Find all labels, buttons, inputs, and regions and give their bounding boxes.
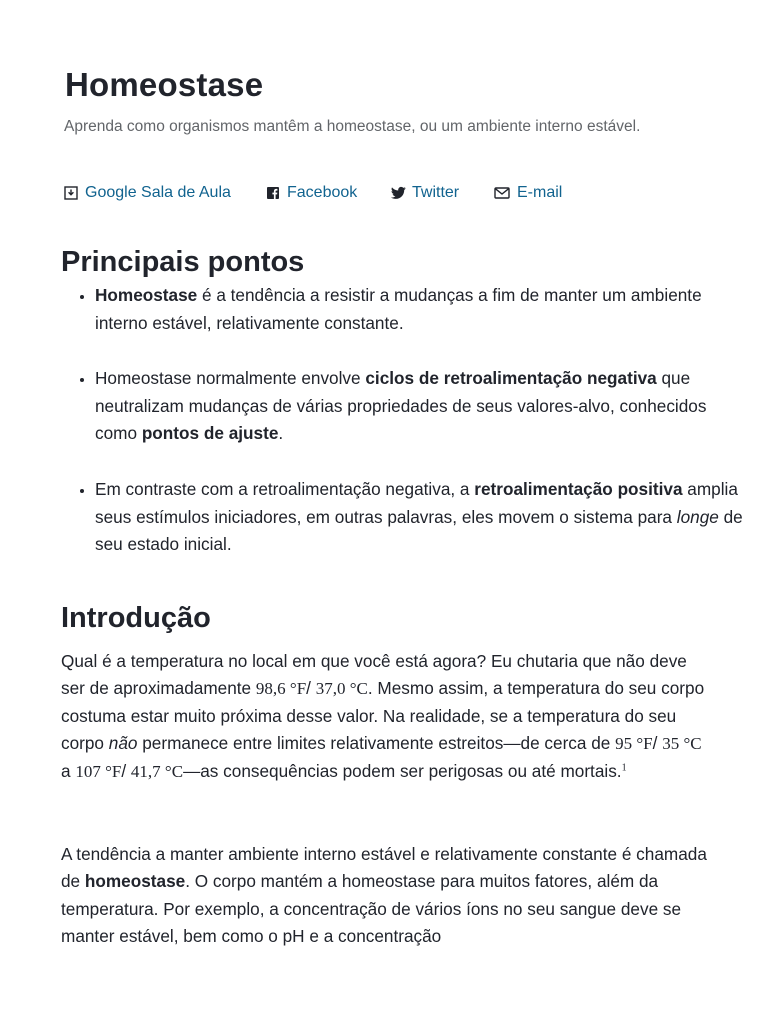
temp-95-f: 95 °F xyxy=(615,734,653,754)
temp-41-7-c: 41,7 °C xyxy=(130,761,184,781)
intro-paragraph-1 xyxy=(61,648,711,785)
share-google-classroom-label: Google Sala de Aula xyxy=(85,184,231,201)
intro-p1-text-d: a xyxy=(61,760,76,781)
page-title: Homeostase xyxy=(65,66,264,103)
key-point-3-text-a: Em contraste com a retroalimentação negativa, a xyxy=(95,478,475,499)
key-point-3-bold: retroalimentação positiva xyxy=(474,478,683,499)
temp-35-c: 35 °C xyxy=(662,734,702,754)
intro-p1-text-c: permanece entre limites relativamente estreitos—de cerca de xyxy=(137,733,616,754)
key-point-2-bold-b: pontos de ajuste xyxy=(141,423,279,444)
google-classroom-icon xyxy=(64,186,78,200)
key-point-2-bold-a: ciclos de retroalimentação negativa xyxy=(365,368,657,389)
key-point-2-text-a: Homeostase normalmente envolve xyxy=(95,368,366,389)
intro-p1-text-a: Qual é a temperatura no local em que você está agora? Eu chutaria que não deve ser de aproximadamente xyxy=(61,651,687,699)
intro-p1-italic: não xyxy=(108,733,138,754)
intro-paragraph-2 xyxy=(61,841,711,951)
key-point-1-text: é a tendência a resistir a mudanças a fim de manter um ambiente interno estável, relativamente constante. xyxy=(95,285,702,333)
envelope-icon xyxy=(494,186,510,200)
intro-p1-text-e: —as consequências podem ser perigosas ou até mortais. xyxy=(183,760,622,781)
share-email-link[interactable] xyxy=(494,184,562,202)
intro-p2-text-a: A tendência a manter ambiente interno estável e relativamente constante é chamada de xyxy=(61,844,707,892)
intro-p1-slash-b: / xyxy=(652,733,663,754)
key-points-heading: Principais pontos xyxy=(61,246,305,278)
share-twitter-link[interactable] xyxy=(391,184,459,202)
temp-37-c: 37,0 °C xyxy=(315,679,368,699)
footnote-ref-1[interactable]: 1 xyxy=(621,761,627,773)
page-subtitle: Aprenda como organismos mantêm a homeostase, ou um ambiente interno estável. xyxy=(64,118,641,135)
share-twitter-label: Twitter xyxy=(412,184,460,201)
key-point-1-bold: Homeostase xyxy=(95,285,198,305)
intro-p1-slash-a: / xyxy=(306,678,316,699)
intro-p2-bold: homeostase xyxy=(84,871,186,892)
facebook-icon xyxy=(266,186,280,200)
key-point-3 xyxy=(95,476,745,559)
key-point-3-text-b: amplia seus estímulos iniciadores, em outras palavras, eles movem o sistema para xyxy=(95,478,738,527)
key-points-list xyxy=(61,282,745,587)
intro-p1-slash-c: / xyxy=(121,760,131,781)
key-point-1 xyxy=(95,282,745,337)
twitter-icon xyxy=(391,186,405,200)
key-point-3-text-c: de seu estado inicial. xyxy=(95,506,743,555)
intro-p1-text-b: . Mesmo assim, a temperatura do seu corpo costuma estar muito próxima desse valor. Na realidade, se a temperatura do seu corpo xyxy=(61,678,705,754)
share-google-classroom-link[interactable] xyxy=(64,184,231,202)
share-facebook-link[interactable] xyxy=(266,184,357,202)
share-email-label: E-mail xyxy=(517,184,563,201)
key-point-2-text-b: que neutralizam mudanças de várias propriedades de seus valores-alvo, conhecidos como xyxy=(95,368,707,444)
key-point-2 xyxy=(95,365,745,448)
key-point-3-italic: longe xyxy=(676,506,719,527)
intro-p2-text-b: . O corpo mantém a homeostase para muitos fatores, além da temperatura. Por exemplo, a concentração de vários íons no seu sangue deve se manter estável, bem como o pH e a concentração xyxy=(61,871,682,947)
intro-heading: Introdução xyxy=(61,602,211,634)
share-facebook-label: Facebook xyxy=(287,184,358,201)
key-point-2-text-c: . xyxy=(278,423,284,444)
temp-107-f: 107 °F xyxy=(75,761,122,781)
temp-98-6-f: 98,6 °F xyxy=(255,679,307,699)
